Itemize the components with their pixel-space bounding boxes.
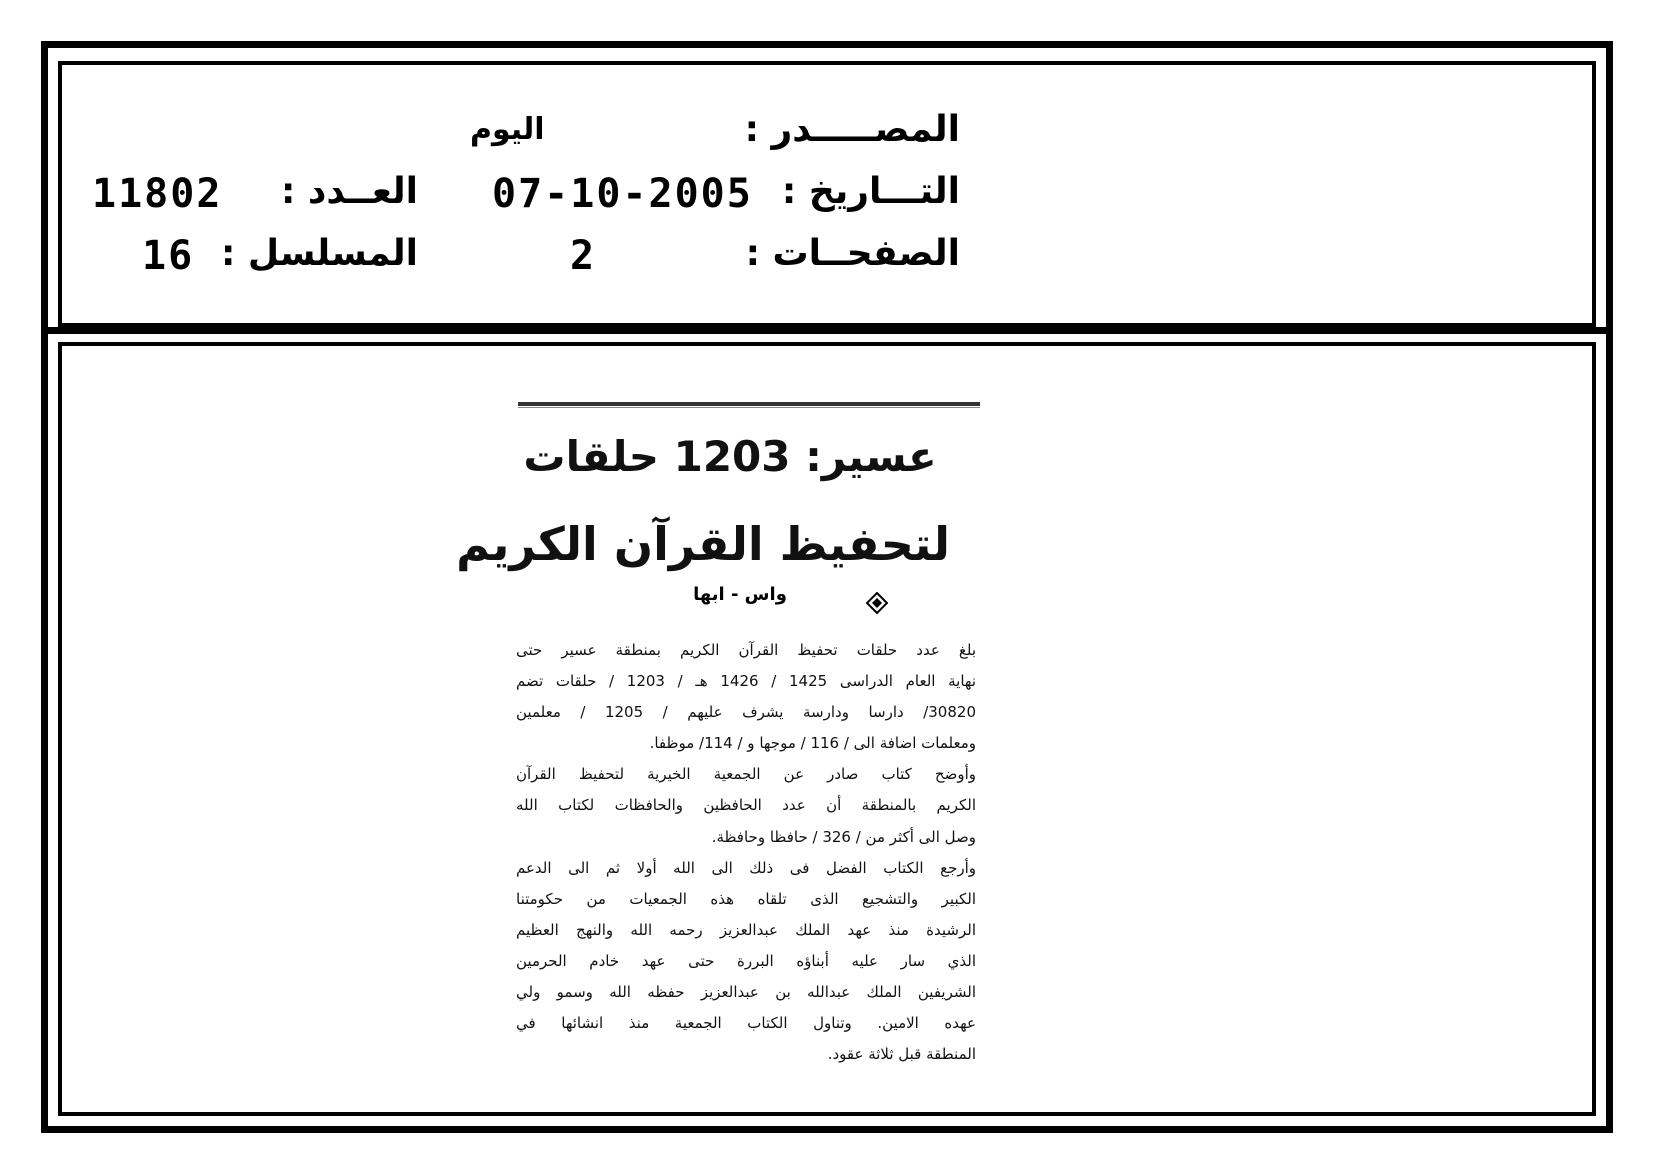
article-line: وصل الى أكثر من / 326 / حافظا وحافظة.: [711, 827, 976, 846]
article-line: نهاية العام الدراسى 1425 / 1426 هـ / 1203 / حلقات تضم: [516, 672, 976, 691]
clipping-top-rule: [518, 402, 980, 406]
article-line: الكبير والتشجيع الذى تلقاه هذه الجمعيات من حكومتنا: [516, 889, 976, 908]
byline: واس - ابها: [693, 584, 787, 605]
article-body: [516, 635, 976, 1070]
article-line: الرشيدة منذ عهد الملك عبدالعزيز رحمه الله والنهج العظيم: [516, 920, 976, 939]
date-label: التـــاريخ :: [781, 171, 960, 212]
article-line: الشريفين الملك عبدالله بن عبدالعزيز حفظه الله وسمو ولي: [516, 983, 976, 1002]
date-value: 07-10-2005: [492, 171, 753, 217]
article-line: بلغ عدد حلقات تحفيظ القرآن الكريم بمنطقة عسير حتى: [516, 641, 976, 659]
headline-line-1: عسير: 1203 حلقات: [523, 432, 937, 481]
source-value: اليوم: [470, 112, 545, 147]
source-label: المصـــــدر :: [744, 109, 960, 150]
serial-label: المسلسل :: [220, 233, 418, 274]
article-line: الكريم بالمنطقة أن عدد الحافظين والحافظات لكتاب الله: [516, 796, 976, 815]
article-line: عهده الامين. وتناول الكتاب الجمعية منذ انشائها في: [516, 1014, 976, 1033]
issue-label: العــدد :: [281, 171, 418, 212]
serial-value: 16: [142, 233, 195, 279]
article-line: ومعلمات اضافة الى / 116 / موجها و / 114/ موظفا.: [649, 734, 976, 753]
pages-label: الصفحــات :: [745, 233, 960, 274]
clipping-top-rule-thin: [518, 407, 980, 408]
header-divider-band: [48, 327, 1606, 334]
article-line: وأوضح كتاب صادر عن الجمعية الخيرية لتحفيظ القرآن: [516, 765, 976, 784]
ornament-icon: [866, 592, 888, 614]
headline-line-2: لتحفيظ القرآن الكريم: [456, 517, 950, 571]
pages-value: 2: [570, 233, 597, 279]
article-line: المنطقة قبل ثلاثة عقود.: [827, 1045, 976, 1064]
article-line: الذي سار عليه أبناؤه البررة حتى عهد خادم الحرمين: [516, 951, 976, 970]
issue-value: 11802: [92, 171, 223, 217]
article-line: 30820/ دارسا ودارسة يشرف عليهم / 1205 / معلمين: [516, 703, 976, 722]
article-line: وأرجع الكتاب الفضل فى ذلك الى الله أولا ثم الى الدعم: [516, 858, 976, 877]
